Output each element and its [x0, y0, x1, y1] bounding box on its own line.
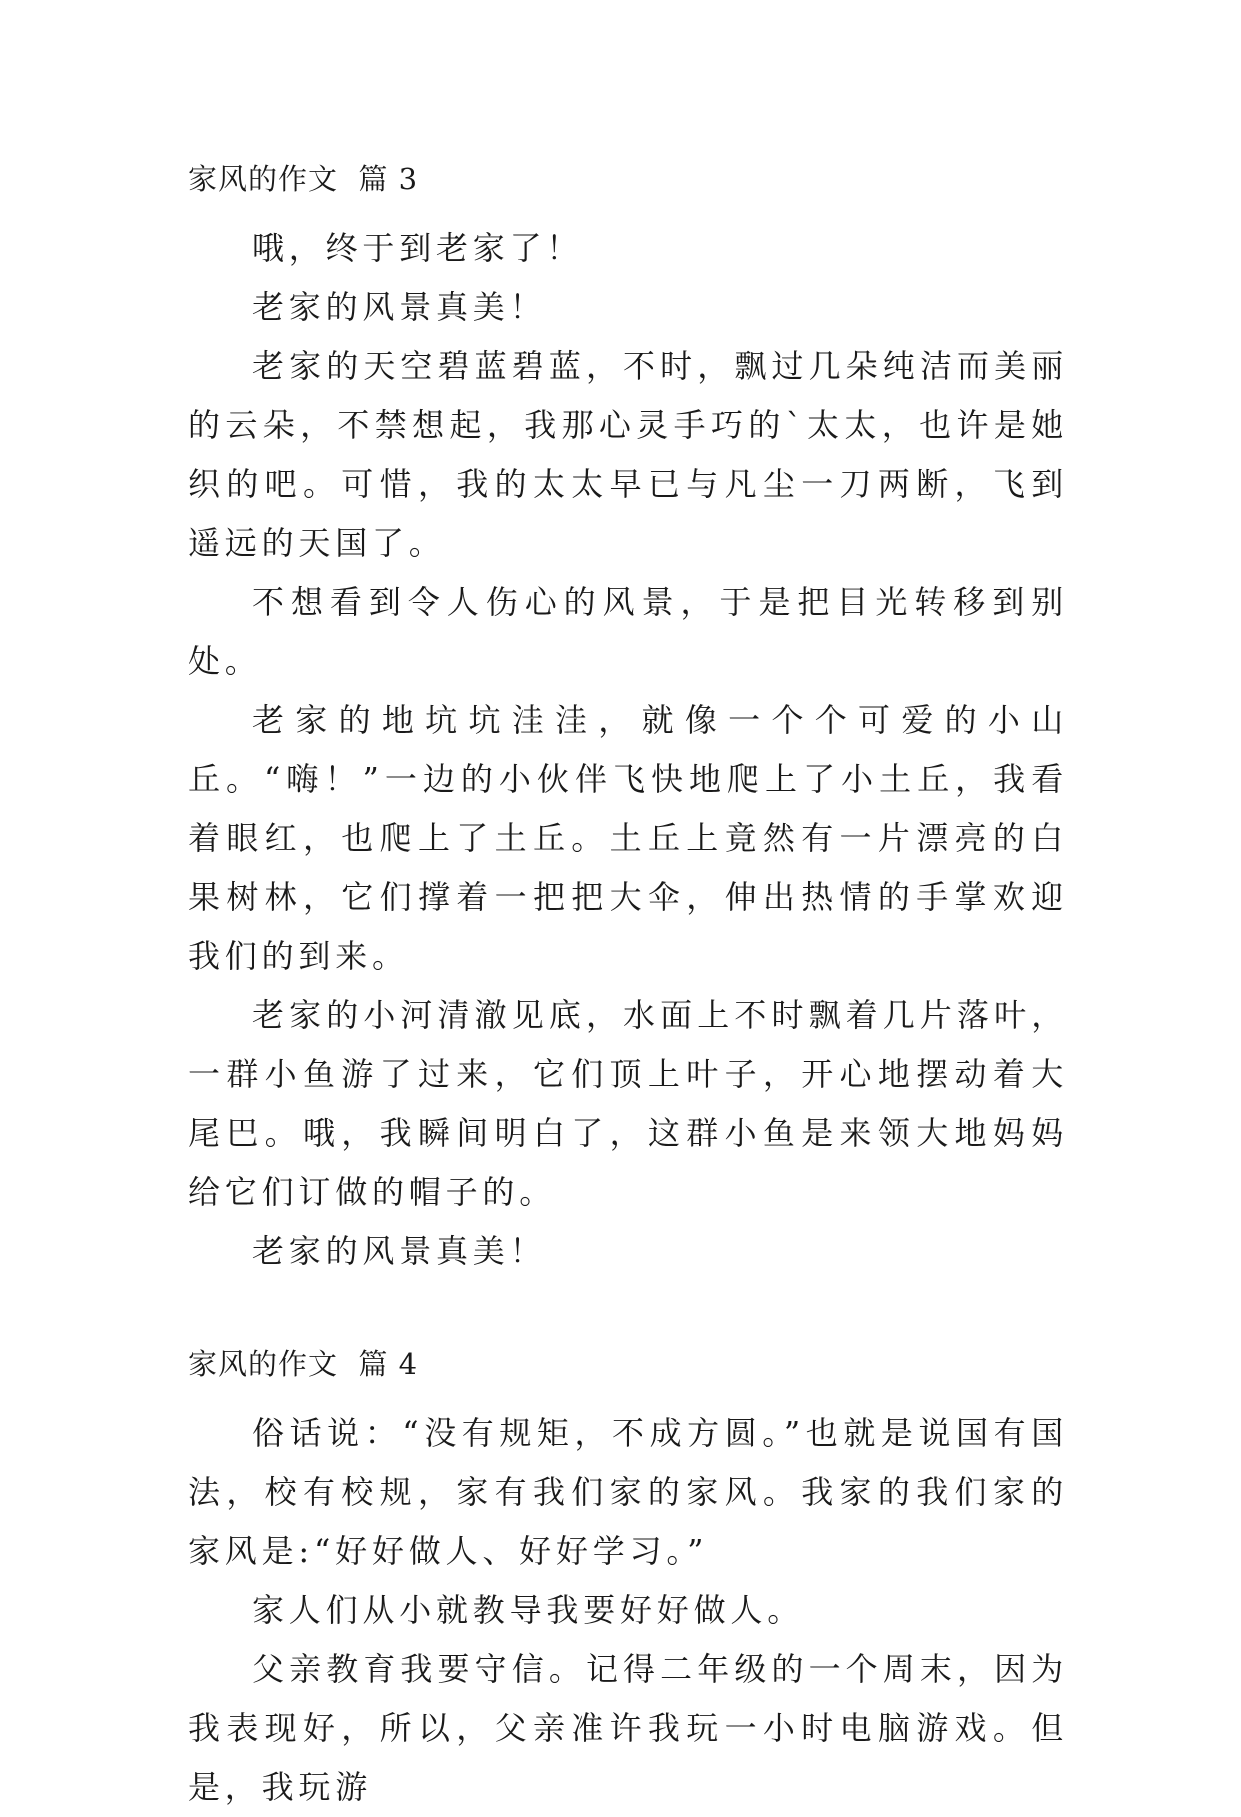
paragraph: 家人们从小就教导我要好好做人。	[252, 1591, 805, 1629]
paragraph: 俗话说：“没有规矩，不成方圆。”也就是说国有国法，校有校规，家有我们家的家风。我家的我们家的家风是:“好好做人、好好学习。”	[188, 1414, 1068, 1570]
paragraph: 不想看到令人伤心的风景，于是把目光转移到别处。	[188, 583, 1068, 680]
section-divider-space	[188, 1281, 1068, 1345]
paragraph: 老家的风景真美！	[252, 1232, 547, 1270]
paragraph: 父亲教育我要守信。记得二年级的一个周末，因为我表现好，所以，父亲准许我玩一小时电脑游戏。但是，我玩游	[188, 1650, 1068, 1806]
essay-section-4	[188, 1345, 1068, 1817]
document-body	[188, 160, 1068, 1817]
section-heading: 家风的作文 篇 3	[188, 162, 419, 196]
paragraph: 哦，终于到老家了！	[252, 229, 584, 267]
paragraph: 老家的地坑坑洼洼，就像一个个可爱的小山丘。“嗨！”一边的小伙伴飞快地爬上了小土丘，我看着眼红，也爬上了土丘。土丘上竟然有一片漂亮的白果树林，它们撑着一把把大伞，伸出热情的手掌欢迎我们的到来。	[188, 701, 1068, 975]
paragraph: 老家的天空碧蓝碧蓝，不时，飘过几朵纯洁而美丽的云朵，不禁想起，我那心灵手巧的`太太，也许是她织的吧。可惜，我的太太早已与凡尘一刀两断，飞到遥远的天国了。	[188, 347, 1068, 562]
essay-section-3	[188, 160, 1068, 1281]
section-heading: 家风的作文 篇 4	[188, 1347, 419, 1381]
paragraph: 老家的风景真美！	[252, 288, 547, 326]
paragraph: 老家的小河清澈见底，水面上不时飘着几片落叶，一群小鱼游了过来，它们顶上叶子，开心地摆动着大尾巴。哦，我瞬间明白了，这群小鱼是来领大地妈妈给它们订做的帽子的。	[188, 996, 1068, 1211]
